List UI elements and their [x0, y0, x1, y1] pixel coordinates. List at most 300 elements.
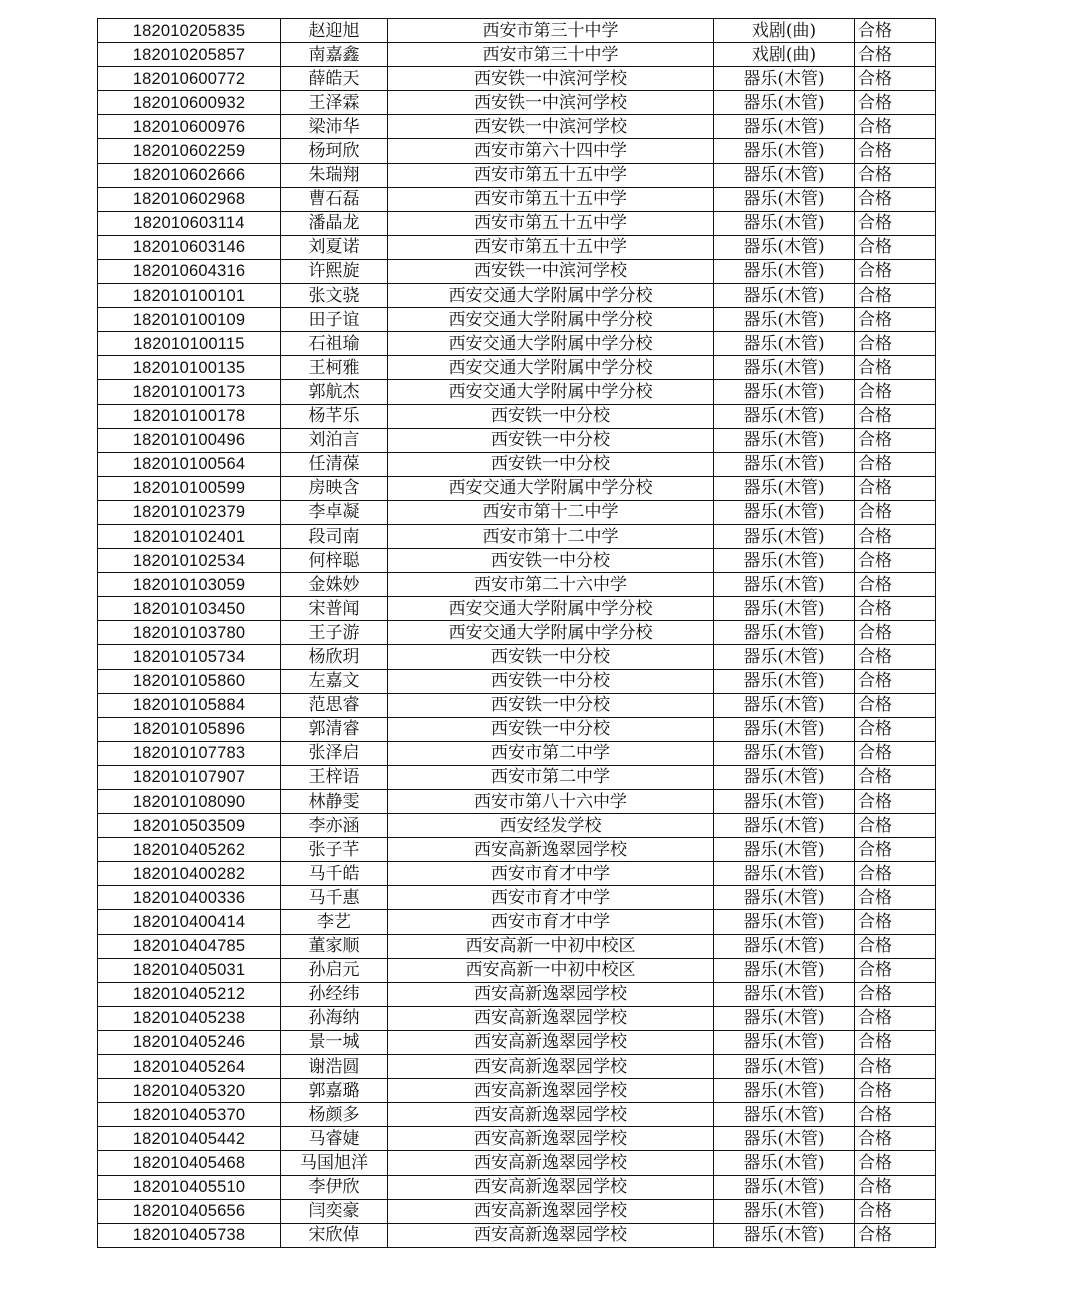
subject-cell: 器乐(木管) — [714, 1175, 855, 1199]
result-cell: 合格 — [855, 187, 936, 211]
subject-cell: 器乐(木管) — [714, 67, 855, 91]
student-name-cell: 郭航杰 — [281, 380, 388, 404]
exam-number-cell: 182010405442 — [98, 1127, 281, 1151]
table-row — [98, 43, 936, 67]
subject-cell: 器乐(木管) — [714, 765, 855, 789]
subject-cell: 器乐(木管) — [714, 211, 855, 235]
student-name-cell: 张子芊 — [281, 838, 388, 862]
exam-number-cell: 182010603114 — [98, 211, 281, 235]
table-row — [98, 597, 936, 621]
student-name-cell: 宋普闻 — [281, 597, 388, 621]
subject-cell: 戏剧(曲) — [714, 43, 855, 67]
exam-number-cell: 182010602259 — [98, 139, 281, 163]
exam-number-cell: 182010205857 — [98, 43, 281, 67]
result-cell: 合格 — [855, 1151, 936, 1175]
table-row — [98, 549, 936, 573]
student-name-cell: 田子谊 — [281, 308, 388, 332]
school-cell: 西安市第三十中学 — [388, 19, 714, 43]
school-cell: 西安交通大学附属中学分校 — [388, 308, 714, 332]
table-row — [98, 452, 936, 476]
school-cell: 西安市育才中学 — [388, 910, 714, 934]
subject-cell: 器乐(木管) — [714, 1223, 855, 1247]
table-row — [98, 211, 936, 235]
student-name-cell: 左嘉文 — [281, 669, 388, 693]
subject-cell: 器乐(木管) — [714, 669, 855, 693]
school-cell: 西安铁一中分校 — [388, 669, 714, 693]
table-row — [98, 886, 936, 910]
subject-cell: 器乐(木管) — [714, 934, 855, 958]
table-row — [98, 838, 936, 862]
result-cell: 合格 — [855, 308, 936, 332]
subject-cell: 器乐(木管) — [714, 958, 855, 982]
school-cell: 西安交通大学附属中学分校 — [388, 380, 714, 404]
exam-number-cell: 182010100115 — [98, 332, 281, 356]
table-row — [98, 1199, 936, 1223]
student-name-cell: 房映含 — [281, 476, 388, 500]
result-cell: 合格 — [855, 428, 936, 452]
student-name-cell: 石祖瑜 — [281, 332, 388, 356]
result-cell: 合格 — [855, 259, 936, 283]
subject-cell: 器乐(木管) — [714, 332, 855, 356]
student-name-cell: 王子游 — [281, 621, 388, 645]
results-sheet — [97, 18, 935, 1248]
school-cell: 西安高新逸翠园学校 — [388, 1103, 714, 1127]
school-cell: 西安市育才中学 — [388, 862, 714, 886]
table-row — [98, 1223, 936, 1247]
table-row — [98, 1030, 936, 1054]
school-cell: 西安高新逸翠园学校 — [388, 1006, 714, 1030]
school-cell: 西安高新逸翠园学校 — [388, 1079, 714, 1103]
table-row — [98, 669, 936, 693]
result-cell: 合格 — [855, 645, 936, 669]
table-row — [98, 235, 936, 259]
school-cell: 西安铁一中分校 — [388, 645, 714, 669]
student-name-cell: 梁沛华 — [281, 115, 388, 139]
subject-cell: 器乐(木管) — [714, 380, 855, 404]
result-cell: 合格 — [855, 814, 936, 838]
school-cell: 西安交通大学附属中学分校 — [388, 476, 714, 500]
school-cell: 西安高新一中初中校区 — [388, 934, 714, 958]
school-cell: 西安市第三十中学 — [388, 43, 714, 67]
result-cell: 合格 — [855, 476, 936, 500]
table-row — [98, 380, 936, 404]
exam-number-cell: 182010102379 — [98, 500, 281, 524]
result-cell: 合格 — [855, 19, 936, 43]
student-name-cell: 马千惠 — [281, 886, 388, 910]
exam-number-cell: 182010602666 — [98, 163, 281, 187]
student-name-cell: 赵迎旭 — [281, 19, 388, 43]
result-cell: 合格 — [855, 1006, 936, 1030]
subject-cell: 器乐(木管) — [714, 163, 855, 187]
student-name-cell: 李卓凝 — [281, 500, 388, 524]
student-name-cell: 孙经纬 — [281, 982, 388, 1006]
result-cell: 合格 — [855, 1030, 936, 1054]
exam-number-cell: 182010100109 — [98, 308, 281, 332]
result-cell: 合格 — [855, 717, 936, 741]
result-cell: 合格 — [855, 549, 936, 573]
student-name-cell: 段司南 — [281, 524, 388, 548]
school-cell: 西安市育才中学 — [388, 886, 714, 910]
student-name-cell: 薛皓天 — [281, 67, 388, 91]
student-name-cell: 刘夏诺 — [281, 235, 388, 259]
school-cell: 西安高新逸翠园学校 — [388, 982, 714, 1006]
table-row — [98, 67, 936, 91]
result-cell: 合格 — [855, 1079, 936, 1103]
result-cell: 合格 — [855, 235, 936, 259]
subject-cell: 器乐(木管) — [714, 862, 855, 886]
student-name-cell: 马千皓 — [281, 862, 388, 886]
exam-number-cell: 182010405212 — [98, 982, 281, 1006]
result-cell: 合格 — [855, 1055, 936, 1079]
table-row — [98, 621, 936, 645]
result-cell: 合格 — [855, 452, 936, 476]
exam-number-cell: 182010602968 — [98, 187, 281, 211]
school-cell: 西安高新逸翠园学校 — [388, 1223, 714, 1247]
subject-cell: 器乐(木管) — [714, 284, 855, 308]
student-name-cell: 景一城 — [281, 1030, 388, 1054]
result-cell: 合格 — [855, 524, 936, 548]
student-name-cell: 李伊欣 — [281, 1175, 388, 1199]
table-row — [98, 19, 936, 43]
exam-number-cell: 182010405246 — [98, 1030, 281, 1054]
exam-number-cell: 182010405262 — [98, 838, 281, 862]
exam-number-cell: 182010405656 — [98, 1199, 281, 1223]
school-cell: 西安市第十二中学 — [388, 524, 714, 548]
exam-number-cell: 182010102534 — [98, 549, 281, 573]
student-name-cell: 谢浩圆 — [281, 1055, 388, 1079]
result-cell: 合格 — [855, 862, 936, 886]
result-cell: 合格 — [855, 573, 936, 597]
table-row — [98, 1103, 936, 1127]
table-row — [98, 308, 936, 332]
table-row — [98, 693, 936, 717]
result-cell: 合格 — [855, 934, 936, 958]
school-cell: 西安交通大学附属中学分校 — [388, 597, 714, 621]
exam-number-cell: 182010600772 — [98, 67, 281, 91]
exam-number-cell: 182010405468 — [98, 1151, 281, 1175]
table-row — [98, 910, 936, 934]
school-cell: 西安高新逸翠园学校 — [388, 1175, 714, 1199]
table-row — [98, 645, 936, 669]
table-row — [98, 765, 936, 789]
exam-number-cell: 182010400414 — [98, 910, 281, 934]
exam-number-cell: 182010604316 — [98, 259, 281, 283]
result-cell: 合格 — [855, 765, 936, 789]
table-row — [98, 259, 936, 283]
subject-cell: 器乐(木管) — [714, 838, 855, 862]
exam-number-cell: 182010100496 — [98, 428, 281, 452]
student-name-cell: 王梓语 — [281, 765, 388, 789]
result-cell: 合格 — [855, 211, 936, 235]
subject-cell: 器乐(木管) — [714, 790, 855, 814]
school-cell: 西安市第八十六中学 — [388, 790, 714, 814]
school-cell: 西安铁一中滨河学校 — [388, 91, 714, 115]
student-name-cell: 马国旭洋 — [281, 1151, 388, 1175]
table-row — [98, 1006, 936, 1030]
results-table-body — [98, 19, 936, 1248]
table-row — [98, 115, 936, 139]
result-cell: 合格 — [855, 1127, 936, 1151]
table-row — [98, 500, 936, 524]
result-cell: 合格 — [855, 910, 936, 934]
student-name-cell: 杨珂欣 — [281, 139, 388, 163]
school-cell: 西安铁一中滨河学校 — [388, 259, 714, 283]
result-cell: 合格 — [855, 356, 936, 380]
result-cell: 合格 — [855, 982, 936, 1006]
student-name-cell: 杨芊乐 — [281, 404, 388, 428]
result-cell: 合格 — [855, 380, 936, 404]
exam-number-cell: 182010105860 — [98, 669, 281, 693]
table-row — [98, 1175, 936, 1199]
student-name-cell: 王柯雅 — [281, 356, 388, 380]
exam-number-cell: 182010108090 — [98, 790, 281, 814]
table-row — [98, 741, 936, 765]
student-name-cell: 何梓聪 — [281, 549, 388, 573]
subject-cell: 器乐(木管) — [714, 573, 855, 597]
exam-number-cell: 182010105896 — [98, 717, 281, 741]
student-name-cell: 孙海纳 — [281, 1006, 388, 1030]
school-cell: 西安交通大学附属中学分校 — [388, 332, 714, 356]
result-cell: 合格 — [855, 500, 936, 524]
table-row — [98, 332, 936, 356]
result-cell: 合格 — [855, 741, 936, 765]
exam-number-cell: 182010400282 — [98, 862, 281, 886]
student-name-cell: 任清葆 — [281, 452, 388, 476]
subject-cell: 器乐(木管) — [714, 404, 855, 428]
subject-cell: 器乐(木管) — [714, 1151, 855, 1175]
school-cell: 西安铁一中滨河学校 — [388, 67, 714, 91]
school-cell: 西安铁一中滨河学校 — [388, 115, 714, 139]
school-cell: 西安市第五十五中学 — [388, 235, 714, 259]
result-cell: 合格 — [855, 790, 936, 814]
subject-cell: 器乐(木管) — [714, 645, 855, 669]
student-name-cell: 朱瑞翔 — [281, 163, 388, 187]
student-name-cell: 杨颜多 — [281, 1103, 388, 1127]
result-cell: 合格 — [855, 1175, 936, 1199]
subject-cell: 器乐(木管) — [714, 476, 855, 500]
table-row — [98, 139, 936, 163]
exam-number-cell: 182010405264 — [98, 1055, 281, 1079]
result-cell: 合格 — [855, 669, 936, 693]
student-name-cell: 张文骁 — [281, 284, 388, 308]
subject-cell: 器乐(木管) — [714, 886, 855, 910]
exam-number-cell: 182010405510 — [98, 1175, 281, 1199]
student-name-cell: 李亦涵 — [281, 814, 388, 838]
subject-cell: 器乐(木管) — [714, 1006, 855, 1030]
result-cell: 合格 — [855, 43, 936, 67]
result-cell: 合格 — [855, 163, 936, 187]
result-cell: 合格 — [855, 886, 936, 910]
table-row — [98, 1055, 936, 1079]
student-name-cell: 孙启元 — [281, 958, 388, 982]
school-cell: 西安市第二中学 — [388, 741, 714, 765]
table-row — [98, 428, 936, 452]
school-cell: 西安市第二中学 — [388, 765, 714, 789]
student-name-cell: 马睿婕 — [281, 1127, 388, 1151]
table-row — [98, 982, 936, 1006]
result-cell: 合格 — [855, 332, 936, 356]
school-cell: 西安市第五十五中学 — [388, 211, 714, 235]
subject-cell: 器乐(木管) — [714, 717, 855, 741]
subject-cell: 器乐(木管) — [714, 621, 855, 645]
school-cell: 西安铁一中分校 — [388, 717, 714, 741]
table-row — [98, 1151, 936, 1175]
subject-cell: 器乐(木管) — [714, 1030, 855, 1054]
exam-number-cell: 182010105884 — [98, 693, 281, 717]
subject-cell: 器乐(木管) — [714, 597, 855, 621]
subject-cell: 器乐(木管) — [714, 356, 855, 380]
exam-number-cell: 182010103450 — [98, 597, 281, 621]
exam-number-cell: 182010100173 — [98, 380, 281, 404]
school-cell: 西安高新一中初中校区 — [388, 958, 714, 982]
exam-number-cell: 182010100135 — [98, 356, 281, 380]
subject-cell: 器乐(木管) — [714, 693, 855, 717]
subject-cell: 器乐(木管) — [714, 115, 855, 139]
subject-cell: 器乐(木管) — [714, 910, 855, 934]
school-cell: 西安铁一中分校 — [388, 404, 714, 428]
school-cell: 西安铁一中分校 — [388, 452, 714, 476]
exam-number-cell: 182010600932 — [98, 91, 281, 115]
subject-cell: 器乐(木管) — [714, 500, 855, 524]
school-cell: 西安交通大学附属中学分校 — [388, 621, 714, 645]
result-cell: 合格 — [855, 621, 936, 645]
result-cell: 合格 — [855, 67, 936, 91]
exam-number-cell: 182010100599 — [98, 476, 281, 500]
subject-cell: 器乐(木管) — [714, 1103, 855, 1127]
exam-number-cell: 182010503509 — [98, 814, 281, 838]
exam-number-cell: 182010102401 — [98, 524, 281, 548]
table-row — [98, 573, 936, 597]
table-row — [98, 163, 936, 187]
exam-number-cell: 182010107783 — [98, 741, 281, 765]
result-cell: 合格 — [855, 958, 936, 982]
subject-cell: 器乐(木管) — [714, 452, 855, 476]
subject-cell: 器乐(木管) — [714, 1199, 855, 1223]
school-cell: 西安市第五十五中学 — [388, 163, 714, 187]
table-row — [98, 476, 936, 500]
exam-number-cell: 182010405738 — [98, 1223, 281, 1247]
subject-cell: 器乐(木管) — [714, 1055, 855, 1079]
school-cell: 西安铁一中分校 — [388, 693, 714, 717]
result-cell: 合格 — [855, 91, 936, 115]
subject-cell: 器乐(木管) — [714, 982, 855, 1006]
table-row — [98, 524, 936, 548]
school-cell: 西安交通大学附属中学分校 — [388, 356, 714, 380]
exam-number-cell: 182010103059 — [98, 573, 281, 597]
table-row — [98, 1079, 936, 1103]
school-cell: 西安市第六十四中学 — [388, 139, 714, 163]
school-cell: 西安经发学校 — [388, 814, 714, 838]
subject-cell: 器乐(木管) — [714, 259, 855, 283]
student-name-cell: 林静雯 — [281, 790, 388, 814]
result-cell: 合格 — [855, 1223, 936, 1247]
table-row — [98, 814, 936, 838]
result-cell: 合格 — [855, 1199, 936, 1223]
subject-cell: 器乐(木管) — [714, 1079, 855, 1103]
student-name-cell: 郭嘉璐 — [281, 1079, 388, 1103]
student-name-cell: 杨欣玥 — [281, 645, 388, 669]
exam-number-cell: 182010107907 — [98, 765, 281, 789]
table-row — [98, 284, 936, 308]
student-name-cell: 张泽启 — [281, 741, 388, 765]
table-row — [98, 862, 936, 886]
subject-cell: 器乐(木管) — [714, 187, 855, 211]
result-cell: 合格 — [855, 284, 936, 308]
exam-number-cell: 182010405370 — [98, 1103, 281, 1127]
subject-cell: 器乐(木管) — [714, 308, 855, 332]
exam-number-cell: 182010100178 — [98, 404, 281, 428]
school-cell: 西安高新逸翠园学校 — [388, 1127, 714, 1151]
table-row — [98, 356, 936, 380]
school-cell: 西安铁一中分校 — [388, 428, 714, 452]
school-cell: 西安市第十二中学 — [388, 500, 714, 524]
school-cell: 西安市第五十五中学 — [388, 187, 714, 211]
subject-cell: 器乐(木管) — [714, 139, 855, 163]
subject-cell: 戏剧(曲) — [714, 19, 855, 43]
student-name-cell: 南嘉鑫 — [281, 43, 388, 67]
exam-number-cell: 182010205835 — [98, 19, 281, 43]
school-cell: 西安高新逸翠园学校 — [388, 1055, 714, 1079]
student-name-cell: 李艺 — [281, 910, 388, 934]
subject-cell: 器乐(木管) — [714, 428, 855, 452]
school-cell: 西安市第二十六中学 — [388, 573, 714, 597]
exam-number-cell: 182010103780 — [98, 621, 281, 645]
subject-cell: 器乐(木管) — [714, 741, 855, 765]
result-cell: 合格 — [855, 1103, 936, 1127]
subject-cell: 器乐(木管) — [714, 91, 855, 115]
student-name-cell: 董家顺 — [281, 934, 388, 958]
exam-number-cell: 182010404785 — [98, 934, 281, 958]
table-row — [98, 404, 936, 428]
exam-number-cell: 182010400336 — [98, 886, 281, 910]
exam-number-cell: 182010100101 — [98, 284, 281, 308]
student-name-cell: 金姝妙 — [281, 573, 388, 597]
exam-number-cell: 182010100564 — [98, 452, 281, 476]
result-cell: 合格 — [855, 404, 936, 428]
student-name-cell: 宋欣倬 — [281, 1223, 388, 1247]
table-row — [98, 91, 936, 115]
school-cell: 西安高新逸翠园学校 — [388, 1199, 714, 1223]
subject-cell: 器乐(木管) — [714, 524, 855, 548]
result-cell: 合格 — [855, 597, 936, 621]
exam-number-cell: 182010405320 — [98, 1079, 281, 1103]
student-name-cell: 闫奕豪 — [281, 1199, 388, 1223]
subject-cell: 器乐(木管) — [714, 1127, 855, 1151]
result-cell: 合格 — [855, 693, 936, 717]
subject-cell: 器乐(木管) — [714, 814, 855, 838]
table-row — [98, 958, 936, 982]
result-cell: 合格 — [855, 838, 936, 862]
school-cell: 西安高新逸翠园学校 — [388, 1030, 714, 1054]
results-table — [97, 18, 936, 1248]
student-name-cell: 郭清睿 — [281, 717, 388, 741]
school-cell: 西安交通大学附属中学分校 — [388, 284, 714, 308]
table-row — [98, 1127, 936, 1151]
student-name-cell: 曹石磊 — [281, 187, 388, 211]
subject-cell: 器乐(木管) — [714, 235, 855, 259]
table-row — [98, 934, 936, 958]
table-row — [98, 717, 936, 741]
exam-number-cell: 182010405031 — [98, 958, 281, 982]
exam-number-cell: 182010405238 — [98, 1006, 281, 1030]
table-row — [98, 790, 936, 814]
table-row — [98, 187, 936, 211]
student-name-cell: 潘晶龙 — [281, 211, 388, 235]
school-cell: 西安高新逸翠园学校 — [388, 1151, 714, 1175]
student-name-cell: 许熙旋 — [281, 259, 388, 283]
exam-number-cell: 182010600976 — [98, 115, 281, 139]
school-cell: 西安高新逸翠园学校 — [388, 838, 714, 862]
